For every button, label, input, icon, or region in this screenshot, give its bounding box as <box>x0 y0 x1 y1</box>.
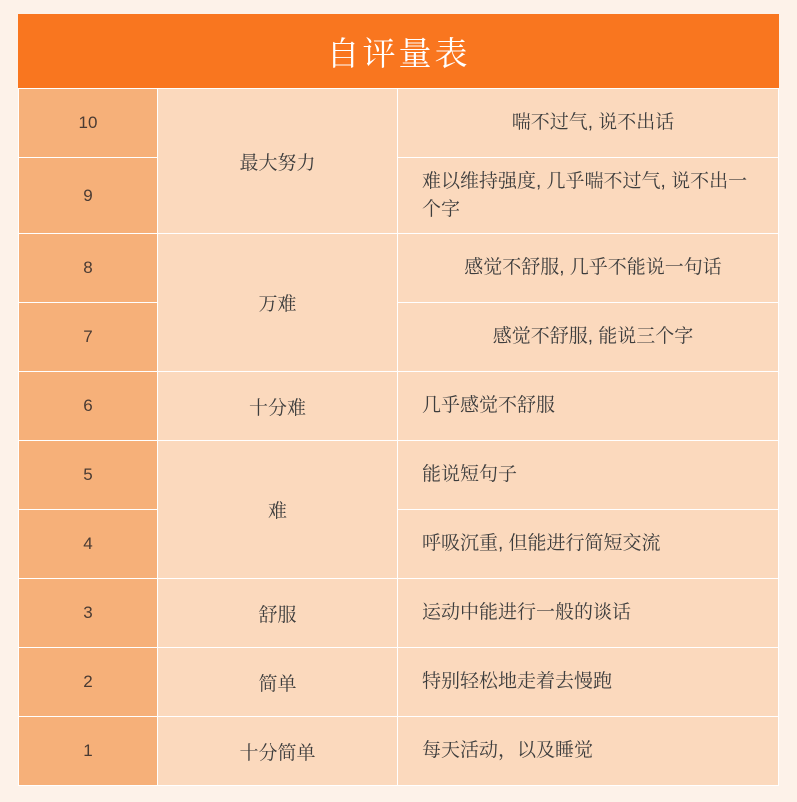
level-cell: 4 <box>19 510 158 579</box>
level-cell: 7 <box>19 303 158 372</box>
table-row <box>19 234 779 303</box>
effort-cell: 难 <box>158 441 398 579</box>
table-row <box>19 441 779 510</box>
level-cell: 8 <box>19 234 158 303</box>
description-cell: 难以维持强度, 几乎喘不过气, 说不出一个字 <box>398 158 779 234</box>
table-row <box>19 579 779 648</box>
level-cell: 5 <box>19 441 158 510</box>
effort-cell: 万难 <box>158 234 398 372</box>
effort-cell: 十分简单 <box>158 717 398 786</box>
table-row <box>19 372 779 441</box>
description-cell: 几乎感觉不舒服 <box>398 372 779 441</box>
table-row <box>19 510 779 579</box>
description-cell: 感觉不舒服, 能说三个字 <box>398 303 779 372</box>
table-row <box>19 303 779 372</box>
table-row <box>19 158 779 234</box>
page-title-bar <box>18 14 779 88</box>
level-cell: 2 <box>19 648 158 717</box>
effort-cell: 最大努力 <box>158 89 398 234</box>
level-cell: 1 <box>19 717 158 786</box>
effort-cell: 十分难 <box>158 372 398 441</box>
level-cell: 10 <box>19 89 158 158</box>
description-cell: 呼吸沉重, 但能进行简短交流 <box>398 510 779 579</box>
table-row <box>19 648 779 717</box>
description-cell: 运动中能进行一般的谈话 <box>398 579 779 648</box>
level-cell: 3 <box>19 579 158 648</box>
level-cell: 6 <box>19 372 158 441</box>
page-title: 自评量表 <box>326 34 471 72</box>
description-cell: 特别轻松地走着去慢跑 <box>398 648 779 717</box>
description-cell: 能说短句子 <box>398 441 779 510</box>
table-row <box>19 717 779 786</box>
table-row <box>19 89 779 158</box>
description-cell: 感觉不舒服, 几乎不能说一句话 <box>398 234 779 303</box>
level-cell: 9 <box>19 158 158 234</box>
effort-cell: 简单 <box>158 648 398 717</box>
description-cell: 喘不过气, 说不出话 <box>398 89 779 158</box>
self-rating-scale-table <box>18 88 779 786</box>
description-cell: 每天活动，以及睡觉 <box>398 717 779 786</box>
effort-cell: 舒服 <box>158 579 398 648</box>
